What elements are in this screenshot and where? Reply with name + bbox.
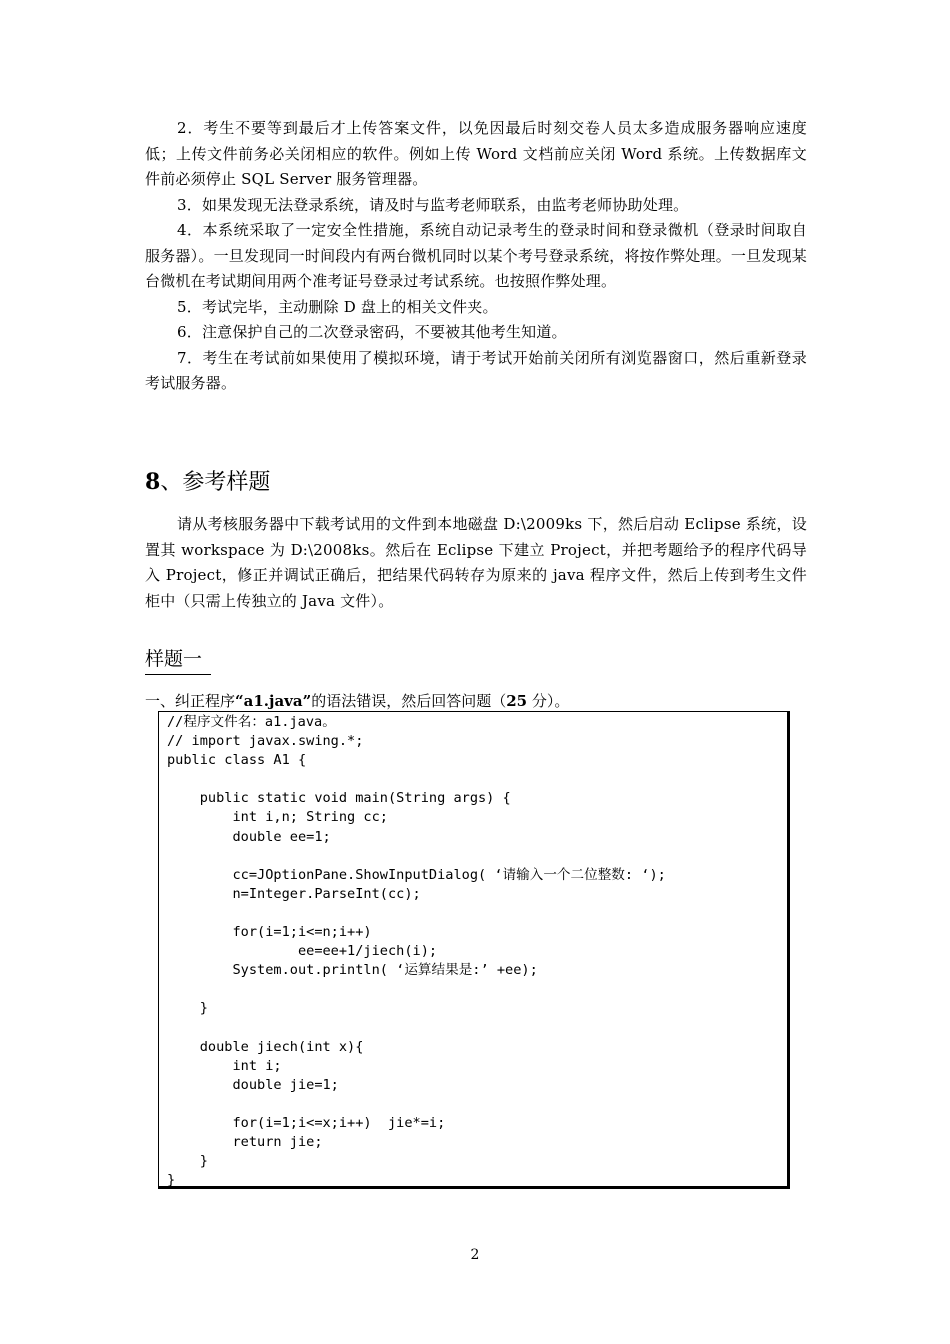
note-3: 3．如果发现无法登录系统，请及时与监考老师联系，由监考老师协助处理。 [177, 195, 689, 214]
note-2: 2．考生不要等到最后才上传答案文件，以免因最后时刻交卷人员太多造成服务器响应速度低；上传文件前务必关闭相应的软件。例如上传 Word 文档前应关闭 Word 系统。上传数据库文件前必须停止 SQL Server 服务管理器。 [145, 119, 807, 188]
note-6: 6．注意保护自己的二次登录密码，不要被其他考生知道。 [177, 323, 567, 341]
question-1 [145, 690, 569, 712]
question-middle: 的语法错误，然后回答问题（ [311, 692, 507, 710]
question-suffix: 分）。 [527, 692, 570, 710]
section-title: 、参考样题 [160, 470, 271, 495]
section-intro: 请从考核服务器中下载考试用的文件到本地磁盘 D:\2009ks 下，然后启动 Eclipse 系统，设置其 workspace 为 D:\2008ks。然后在 Eclipse 下建立 Project，并把考题给予的程序代码导入 Project，修正并调试正确后，把结果代码转存为原来的 java 程序文件，然后上传到考生文件柜中（只需上传独立的 Java 文件）。 [145, 515, 807, 610]
code-listing: //程序文件名：a1.java。 // import javax.swing.*; public class A1 { public static void main(String args) { int i,n; String cc; double ee=1; cc=JOptionPane.ShowInputDialog( ‘请输入一个二位整数: ‘); n=Integer.ParseInt(cc); for(i=1;i<=n;i++) ee=ee+1/jiech(i); System.out.println( ‘运算结果是:’ +ee); } double jiech(int x){ int i; double jie=1; for(i=1;i<=x;i++) jie*=i; return jie; } } [167, 714, 666, 1189]
question-filename: “a1.java” [235, 692, 312, 710]
sample-heading: 样题一 [145, 648, 203, 670]
note-7: 7．考生在考试前如果使用了模拟环境，请于考试开始前关闭所有浏览器窗口，然后重新登录考试服务器。 [145, 348, 807, 392]
note-5: 5．考试完毕，主动删除 D 盘上的相关文件夹。 [177, 297, 498, 316]
sample-heading-underline [145, 674, 211, 675]
note-4: 4．本系统采取了一定安全性措施，系统自动记录考生的登录时间和登录微机（登录时间取自服务器）。一旦发现同一时间段内有两台微机同时以某个考号登录系统，将按作弊处理。一旦发现某台微机在考试期间用两个准考证号登录过考试系统。也按照作弊处理。 [145, 221, 807, 290]
section-number: 8 [145, 469, 161, 495]
page-number: 2 [470, 1247, 480, 1263]
section-heading [145, 465, 270, 500]
question-score: 25 [506, 692, 528, 710]
question-prefix: 一、纠正程序 [145, 692, 236, 710]
